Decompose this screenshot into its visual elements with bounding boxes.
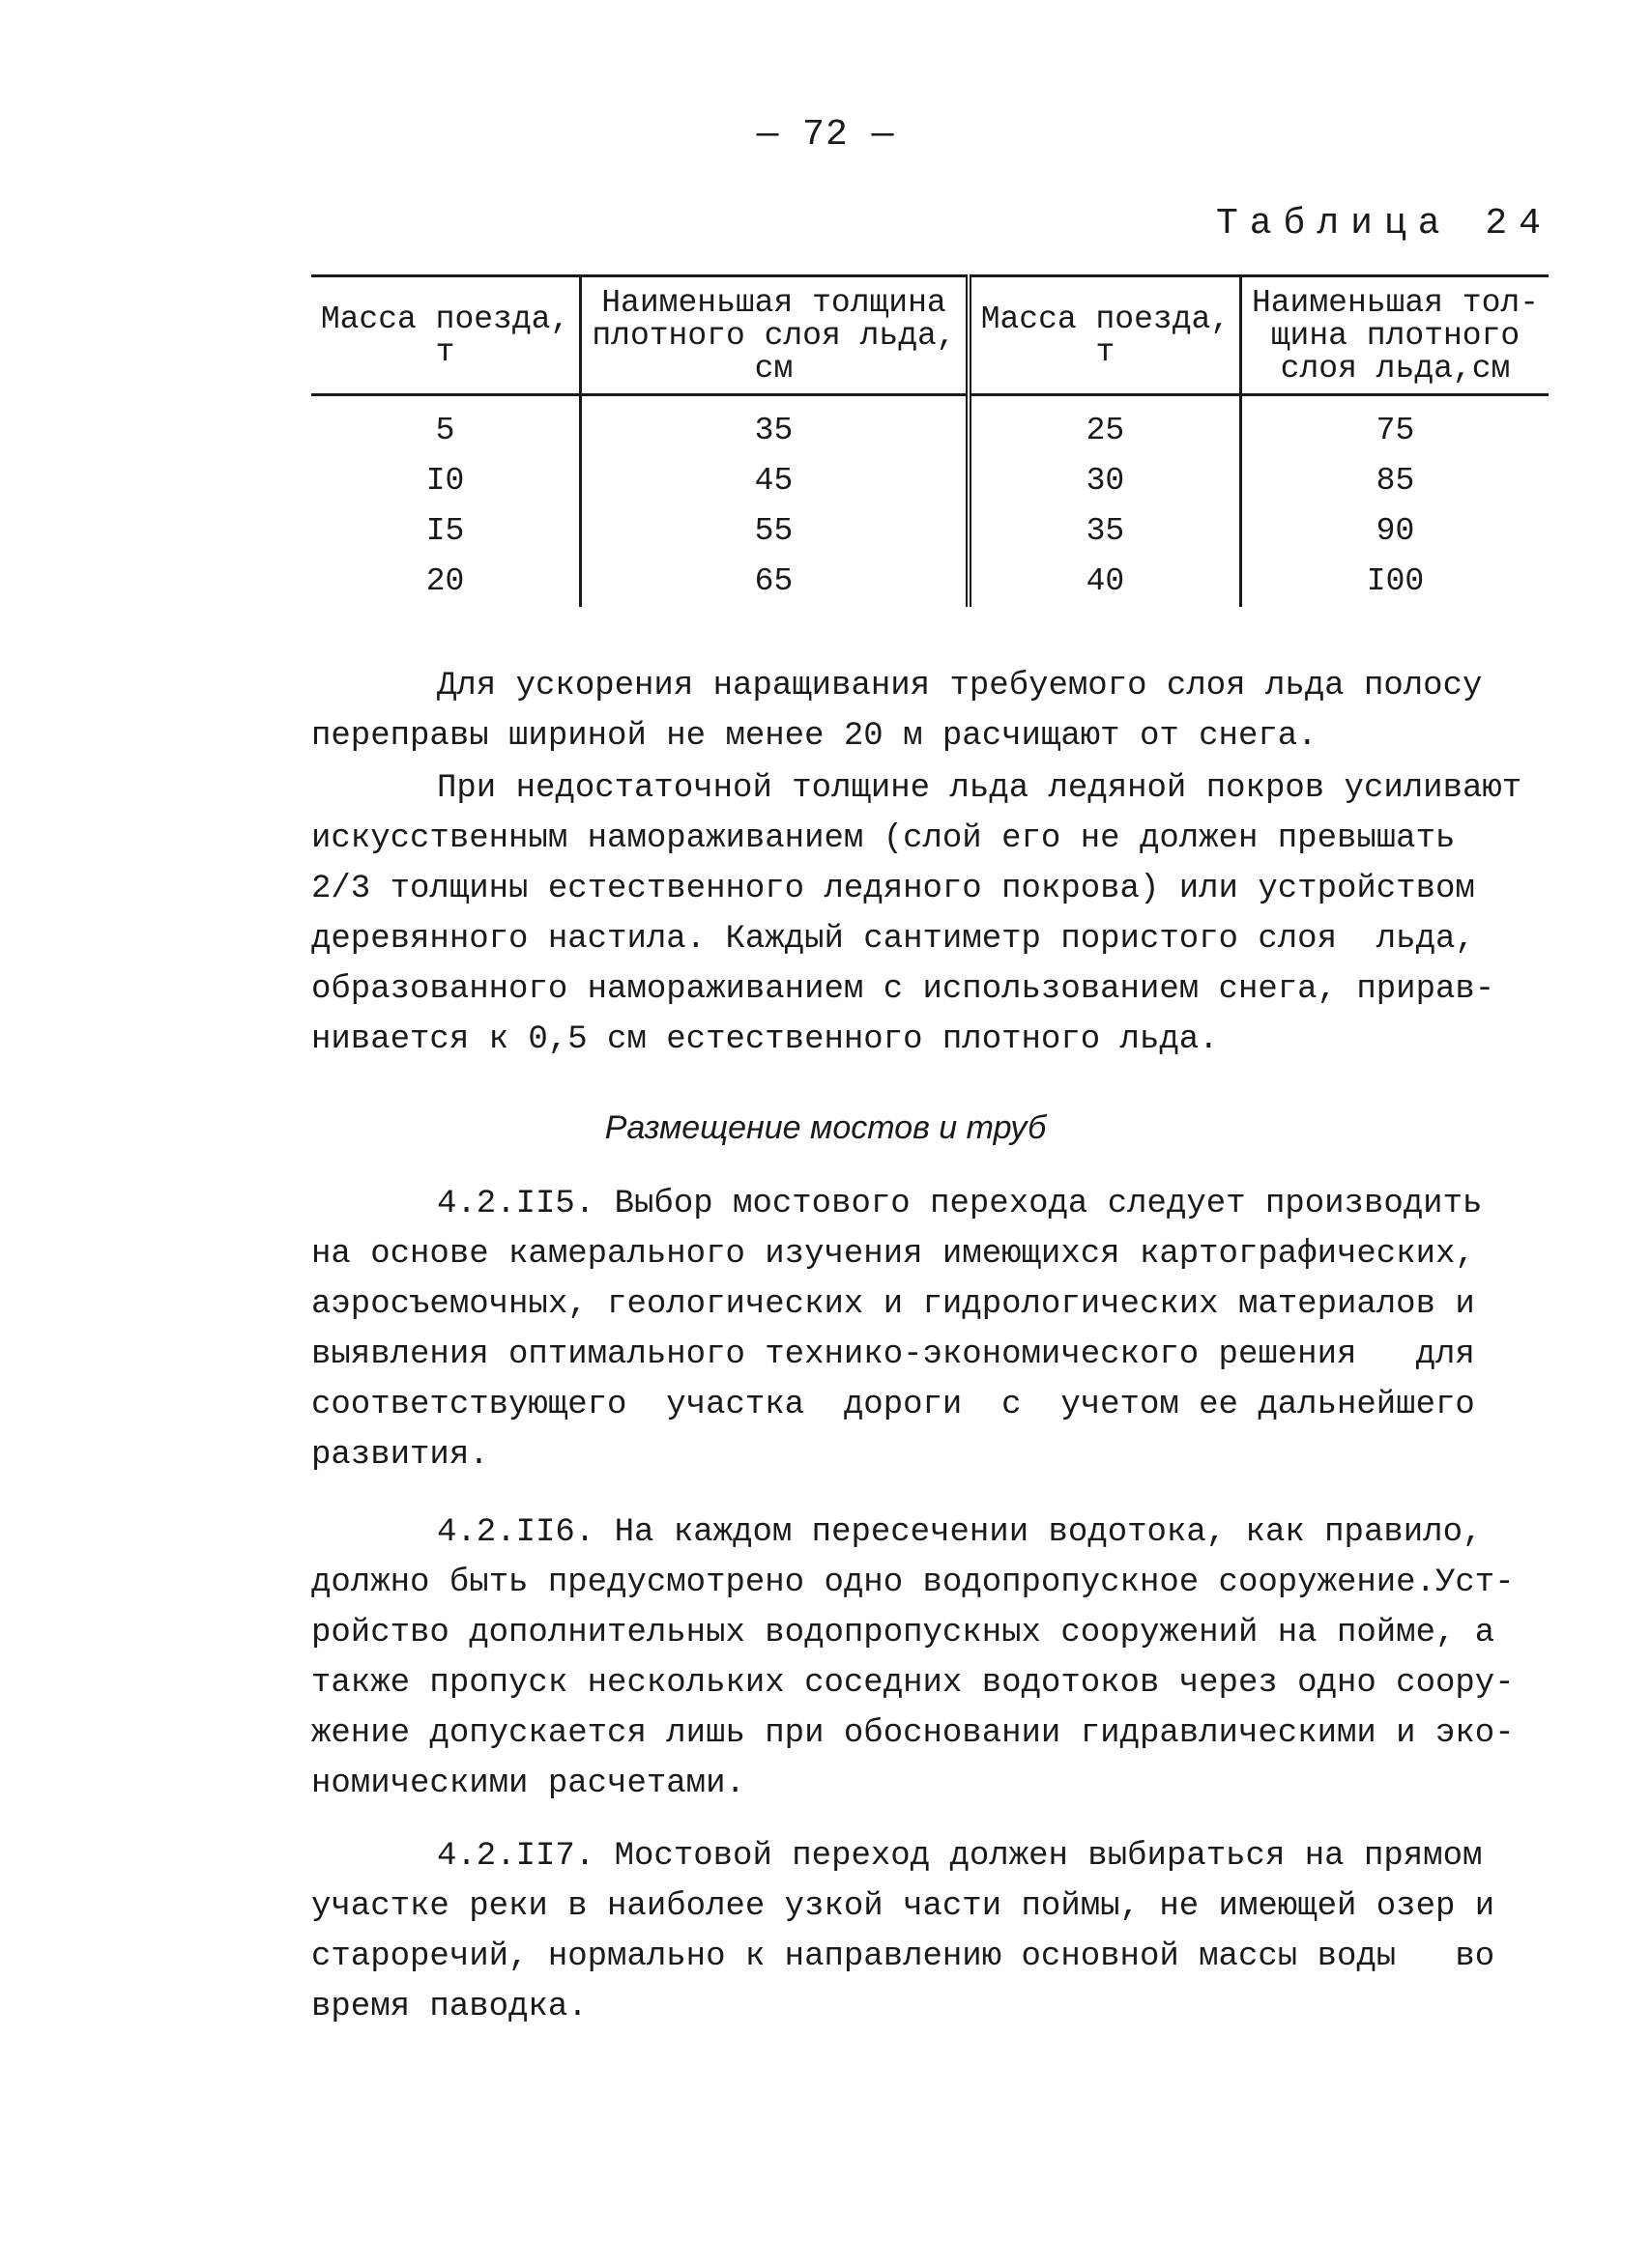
text-line: староречий, нормально к направлению основной массы воды во: [311, 1938, 1495, 1975]
table-cell: 40: [969, 557, 1241, 607]
text-line: также пропуск нескольких соседних водотоков через одно соору-: [311, 1665, 1515, 1702]
text-line-content: 4.2.II7. Мостовой переход должен выбираться на прямом: [437, 1838, 1483, 1875]
table-cell: I5: [425, 513, 465, 549]
text-line: развития.: [311, 1437, 489, 1474]
header-line: Наименьшая тол-: [1251, 285, 1540, 321]
text-line: [311, 661, 1554, 711]
header-train-mass-2: [969, 276, 1241, 395]
text-line-content: Для ускорения наращивания требуемого слоя льда полосу: [437, 668, 1483, 704]
table-cell: 75: [1240, 395, 1549, 457]
text-line: жение допускается лишь при обосновании гидравлическими и эко-: [311, 1715, 1515, 1752]
header-line: т: [1095, 334, 1115, 370]
clause-4-2-117: [311, 1831, 1554, 2032]
section-heading: Размещение мостов и труб: [604, 1109, 1047, 1146]
table-cell: 30: [969, 456, 1241, 506]
text-line: участке реки в наиболее узкой части поймы, не имеющей озер и: [311, 1888, 1495, 1925]
text-line: выявления оптимального технико-экономического решения для: [311, 1336, 1475, 1373]
clause-4-2-115: [311, 1179, 1554, 1480]
text-line: на основе камерального изучения имеющихся картографических,: [311, 1236, 1475, 1273]
text-line: [311, 1831, 1554, 1881]
text-line-content: 4.2.II6. На каждом пересечении водотока, как правило,: [437, 1514, 1483, 1551]
table-cell: 5: [435, 413, 455, 448]
text-line: должно быть предусмотрено одно водопропускное сооружение.Уст-: [311, 1565, 1515, 1601]
table-row: [311, 395, 1549, 457]
header-line: плотного слоя льда,: [592, 318, 956, 354]
table-cell: 35: [581, 395, 969, 457]
table-cell: 65: [581, 557, 969, 607]
text-line: 2/3 толщины естественного ледяного покрова) или устройством: [311, 871, 1475, 907]
header-line: щина плотного: [1270, 318, 1521, 354]
text-line: ройство дополнительных водопропускных сооружений на пойме, а: [311, 1615, 1495, 1651]
table-row: [311, 506, 1549, 557]
header-line: Наименьшая толщина: [601, 285, 946, 321]
paragraph-ice-reinforcement: [311, 763, 1554, 1065]
header-line: т: [435, 334, 455, 370]
text-line: образованного намораживанием с использованием снега, прирав-: [311, 971, 1495, 1008]
table-cell: 20: [425, 563, 465, 599]
table-cell: 25: [969, 395, 1241, 457]
table-cell: I00: [1240, 557, 1549, 607]
header-ice-thickness-1: [581, 276, 969, 395]
ice-thickness-table: [311, 274, 1549, 607]
text-line: номическими расчетами.: [311, 1766, 745, 1802]
text-line: нивается к 0,5 см естественного плотного льда.: [311, 1021, 1219, 1058]
text-line: искусственным намораживанием (слой его не должен превышать: [311, 820, 1456, 857]
text-line: аэросъемочных, геологических и гидрологических материалов и: [311, 1286, 1475, 1323]
table-header-row: [311, 276, 1549, 395]
header-line: см: [754, 351, 794, 387]
text-line: время паводка.: [311, 1989, 588, 2025]
table-cell: 45: [581, 456, 969, 506]
table-cell: I0: [425, 463, 465, 499]
table-row: [311, 456, 1549, 506]
paragraph-ice-clearing: [311, 661, 1554, 761]
table-cell: 90: [1240, 506, 1549, 557]
table-cell: 85: [1240, 456, 1549, 506]
header-train-mass-1: [311, 276, 581, 395]
text-line-content: 4.2.II5. Выбор мостового перехода следует производить: [437, 1186, 1483, 1222]
header-line: слоя льда,см: [1280, 351, 1511, 387]
table-caption: Таблица 24: [1215, 203, 1552, 244]
text-line-content: При недостаточной толщине льда ледяной покров усиливают: [437, 770, 1522, 807]
header-line: Масса поезда,: [320, 301, 570, 337]
text-line: деревянного настила. Каждый сантиметр пористого слоя льда,: [311, 921, 1475, 958]
page-number: — 72 —: [756, 114, 895, 156]
text-line: [311, 1179, 1554, 1229]
text-line: переправы шириной не менее 20 м расчищают от снега.: [311, 718, 1318, 755]
text-line: [311, 1507, 1554, 1558]
table-cell: 55: [581, 506, 969, 557]
text-line: соответствующего участка дороги с учетом ее дальнейшего: [311, 1387, 1475, 1423]
header-ice-thickness-2: [1240, 276, 1549, 395]
clause-4-2-116: [311, 1507, 1554, 1809]
table-cell: 35: [969, 506, 1241, 557]
header-line: Масса поезда,: [980, 301, 1231, 337]
table-row: [311, 557, 1549, 607]
text-line: [311, 763, 1554, 814]
